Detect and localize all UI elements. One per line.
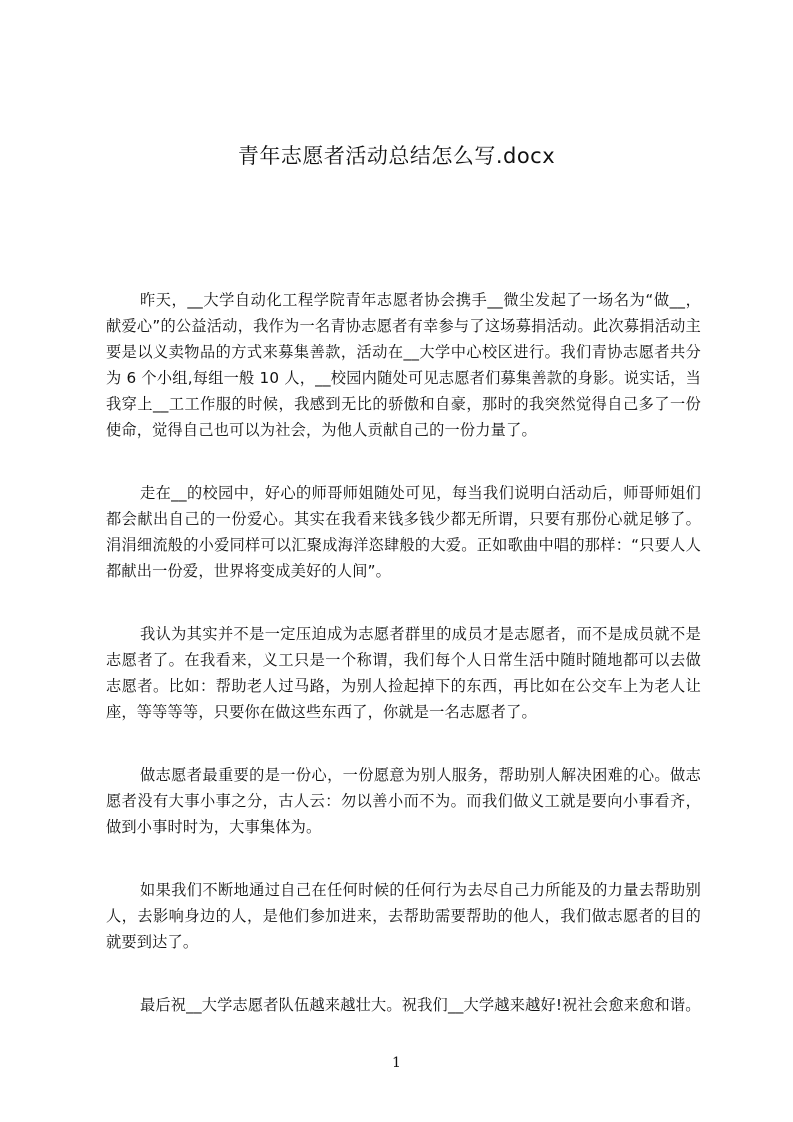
paragraph-1: 昨天，__大学自动化工程学院青年志愿者协会携手__微尘发起了一场名为“做__，献爱心”的公益活动，我作为一名青协志愿者有幸参与了这场募捐活动。此次募捐活动主要是以义卖物品的方式来募集善款，活动在__大学中心校区进行。我们青协志愿者共分为 6 个小组,每组一般 10 人，__校园内随处可见志愿者们募集善款的身影。说实话，当我穿上__工工作服的时候，我感到无比的骄傲和自豪，那时的我突然觉得自己多了一份使命，觉得自己也可以为社会，为他人贡献自己的一份力量了。 — [106, 291, 701, 439]
paragraph-2: 走在__的校园中，好心的师哥师姐随处可见，每当我们说明白活动后，师哥师姐们都会献出自己的一份爱心。其实在我看来钱多钱少都无所谓，只要有那份心就足够了。涓涓细流般的小爱同样可以汇聚成海洋恣肆般的大爱。正如歌曲中唱的那样：“只要人人都献出一份爱，世界将变成美好的人间”。 — [106, 484, 701, 580]
document-body — [106, 287, 701, 1055]
document-title: 青年志愿者活动总结怎么写.docx — [237, 144, 556, 168]
paragraph-6: 最后祝__大学志愿者队伍越来越壮大。祝我们__大学越来越好!祝社会愈来愈和谐。 — [140, 996, 701, 1014]
page-number: 1 — [392, 1055, 401, 1071]
paragraph-4: 做志愿者最重要的是一份心，一份愿意为别人服务，帮助别人解决困难的心。做志愿者没有大事小事之分，古人云：勿以善小而不为。而我们做义工就是要向小事看齐，做到小事时时为，大事集体为。 — [106, 766, 701, 836]
paragraph-5: 如果我们不断地通过自己在任何时候的任何行为去尽自己力所能及的力量去帮助别人，去影响身边的人，是他们参加进来，去帮助需要帮助的他人，我们做志愿者的目的就要到达了。 — [106, 881, 701, 951]
paragraph-3: 我认为其实并不是一定压迫成为志愿者群里的成员才是志愿者，而不是成员就不是志愿者了。在我看来，义工只是一个称谓，我们每个人日常生活中随时随地都可以去做志愿者。比如：帮助老人过马路，为别人捡起掉下的东西，再比如在公交车上为老人让座，等等等等，只要你在做这些东西了，你就是一名志愿者了。 — [106, 625, 701, 721]
